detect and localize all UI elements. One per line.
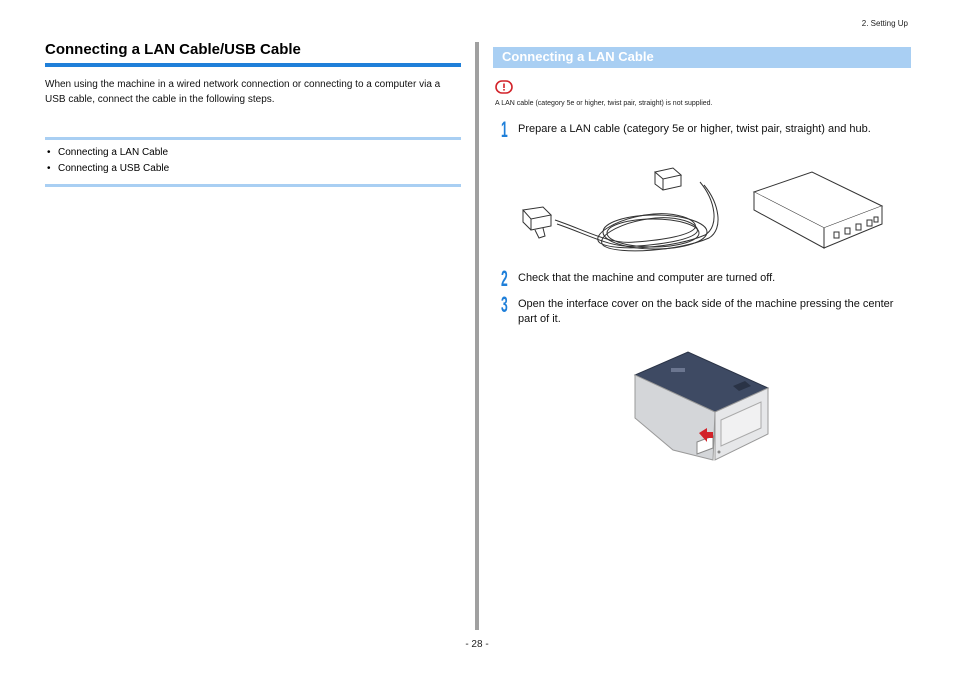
step-text: Prepare a LAN cable (category 5e or higher, twist pair, straight) and hub. (518, 123, 871, 135)
section-heading: Connecting a LAN Cable (493, 47, 911, 68)
page-number: - 28 - (465, 639, 489, 650)
step-number: 3 (501, 292, 508, 317)
step-3 (493, 292, 911, 327)
step-number: 2 (501, 266, 508, 291)
hub-illustration (752, 170, 884, 252)
topic-list (45, 137, 461, 187)
step-2 (493, 266, 911, 291)
page-title: Connecting a LAN Cable/USB Cable (45, 40, 461, 67)
right-column (493, 47, 911, 142)
step-number: 1 (501, 117, 508, 142)
note-text: A LAN cable (category 5e or higher, twist pair, straight) is not supplied. (495, 100, 713, 107)
left-column (45, 40, 461, 187)
running-header: 2. Setting Up (861, 19, 908, 28)
step-1 (493, 117, 911, 142)
topic-link-lan[interactable]: • Connecting a LAN Cable (47, 147, 169, 158)
topic-link-usb[interactable]: • Connecting a USB Cable (47, 163, 170, 174)
step-text: Check that the machine and computer are turned off. (518, 272, 776, 284)
column-divider (475, 42, 479, 630)
printer-illustration (633, 350, 771, 462)
caution-icon (495, 80, 513, 94)
step-text: Open the interface cover on the back side of the machine pressing the center part of it. (518, 298, 894, 325)
intro-paragraph: When using the machine in a wired network connection or connecting to a computer via a USB cable, connect the cable in the following steps. (45, 79, 441, 105)
lan-cable-illustration (515, 160, 725, 260)
